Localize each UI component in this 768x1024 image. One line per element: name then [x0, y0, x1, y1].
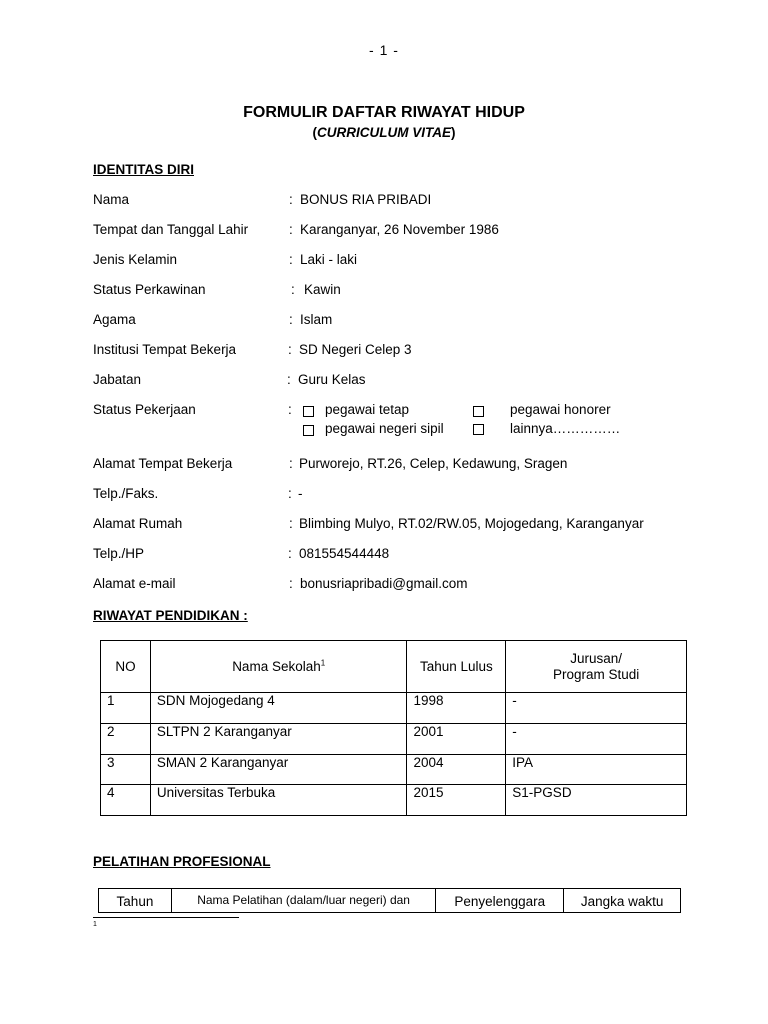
row-no: 2: [101, 724, 151, 755]
status-kerja-label: Status Pekerjaan: [93, 402, 196, 417]
status-kawin-colon: :: [291, 282, 295, 297]
nama-pelatihan-header: Nama Pelatihan (dalam/luar negeri) dan: [171, 889, 435, 913]
institusi-value: SD Negeri Celep 3: [299, 342, 412, 357]
pegawai-negeri-sipil-option: pegawai negeri sipil: [325, 421, 444, 436]
pendidikan-header-row: [101, 641, 687, 693]
alamat-rumah-value: Blimbing Mulyo, RT.02/RW.05, Mojogedang, Karanganyar: [299, 516, 644, 531]
lainnya-checkbox[interactable]: [473, 424, 484, 435]
agama-value: Islam: [300, 312, 333, 327]
nama-value: BONUS RIA PRIBADI: [300, 192, 432, 207]
row-tahun: 2001: [407, 724, 506, 755]
row-tahun: 2004: [407, 755, 506, 785]
footnote-separator: [93, 917, 239, 918]
jk-value: Laki - laki: [300, 252, 358, 267]
institusi-label: Institusi Tempat Bekerja: [93, 342, 237, 357]
alamat-kerja-colon: :: [289, 456, 293, 471]
telp-faks-colon: :: [288, 486, 292, 501]
pegawai-tetap-checkbox[interactable]: [303, 406, 314, 417]
pegawai-honorer-checkbox[interactable]: [473, 406, 484, 417]
row-no: 3: [101, 755, 151, 785]
row-jurusan: -: [506, 693, 687, 724]
ttl-value: Karanganyar, 26 November 1986: [300, 222, 499, 237]
footnote-ref: 1: [320, 658, 326, 667]
agama-label: Agama: [93, 312, 136, 327]
alamat-rumah-colon: :: [289, 516, 293, 531]
pelatihan-table: [98, 888, 681, 913]
pegawai-tetap-option: pegawai tetap: [325, 402, 410, 417]
telp-hp-colon: :: [288, 546, 292, 561]
row-sekolah: SLTPN 2 Karanganyar: [150, 724, 407, 755]
status-kawin-label: Status Perkawinan: [93, 282, 206, 297]
jurusan-header-line2: Program Studi: [553, 666, 640, 682]
table-row: [101, 724, 687, 755]
pelatihan-heading: PELATIHAN PROFESIONAL: [93, 854, 271, 869]
jabatan-label: Jabatan: [93, 372, 142, 387]
jabatan-value: Guru Kelas: [298, 372, 366, 387]
lainnya-option: lainnya……………: [510, 421, 621, 436]
row-jurusan: S1-PGSD: [506, 785, 687, 816]
alamat-kerja-label: Alamat Tempat Bekerja: [93, 456, 233, 471]
table-row: [101, 785, 687, 816]
row-tahun: 2015: [407, 785, 506, 816]
document-subtitle: [0, 125, 768, 140]
table-row: [101, 693, 687, 724]
telp-faks-label: Telp./Faks.: [93, 486, 159, 501]
row-tahun: 1998: [407, 693, 506, 724]
tahun-lulus-header: Tahun Lulus: [407, 641, 506, 693]
jurusan-header: [506, 641, 687, 693]
row-no: 4: [101, 785, 151, 816]
agama-colon: :: [289, 312, 293, 327]
nama-colon: :: [289, 192, 293, 207]
tahun-header: Tahun: [99, 889, 172, 913]
row-sekolah: Universitas Terbuka: [150, 785, 407, 816]
subtitle-italic: CURRICULUM VITAE: [317, 125, 451, 140]
no-header: NO: [101, 641, 151, 693]
nama-label: Nama: [93, 192, 130, 207]
pelatihan-header-row: [99, 889, 681, 913]
row-jurusan: IPA: [506, 755, 687, 785]
footnote-number: 1: [93, 921, 97, 928]
status-kerja-colon: :: [288, 402, 292, 417]
telp-hp-value: 081554544448: [299, 546, 390, 561]
jurusan-header-line1: Jurusan/: [570, 650, 623, 666]
table-row: [101, 755, 687, 785]
status-kawin-value: Kawin: [304, 282, 341, 297]
page-number: - 1 -: [369, 42, 399, 58]
document-title: FORMULIR DAFTAR RIWAYAT HIDUP: [243, 104, 525, 121]
row-sekolah: SDN Mojogedang 4: [150, 693, 407, 724]
subtitle-close: ): [451, 125, 456, 140]
jangka-waktu-header: Jangka waktu: [564, 889, 681, 913]
row-jurusan: -: [506, 724, 687, 755]
identitas-heading: IDENTITAS DIRI: [93, 162, 194, 177]
email-value: bonusriapribadi@gmail.com: [300, 576, 468, 591]
telp-faks-value: -: [298, 486, 303, 501]
pegawai-negeri-sipil-checkbox[interactable]: [303, 425, 314, 436]
nama-sekolah-header: [150, 641, 407, 693]
row-no: 1: [101, 693, 151, 724]
ttl-colon: :: [289, 222, 293, 237]
pendidikan-table: [100, 640, 687, 816]
email-colon: :: [289, 576, 293, 591]
email-label: Alamat e-mail: [93, 576, 176, 591]
ttl-label: Tempat dan Tanggal Lahir: [93, 222, 249, 237]
telp-hp-label: Telp./HP: [93, 546, 145, 561]
alamat-kerja-value: Purworejo, RT.26, Celep, Kedawung, Sragen: [299, 456, 568, 471]
institusi-colon: :: [288, 342, 292, 357]
jabatan-colon: :: [287, 372, 291, 387]
nama-sekolah-header-text: Nama Sekolah: [232, 658, 321, 674]
row-sekolah: SMAN 2 Karanganyar: [150, 755, 407, 785]
jk-colon: :: [289, 252, 293, 267]
alamat-rumah-label: Alamat Rumah: [93, 516, 183, 531]
penyelenggara-header: Penyelenggara: [436, 889, 564, 913]
pegawai-honorer-option: pegawai honorer: [510, 402, 611, 417]
subtitle-open: (: [312, 125, 317, 140]
jk-label: Jenis Kelamin: [93, 252, 178, 267]
pendidikan-heading: RIWAYAT PENDIDIKAN :: [93, 608, 248, 623]
